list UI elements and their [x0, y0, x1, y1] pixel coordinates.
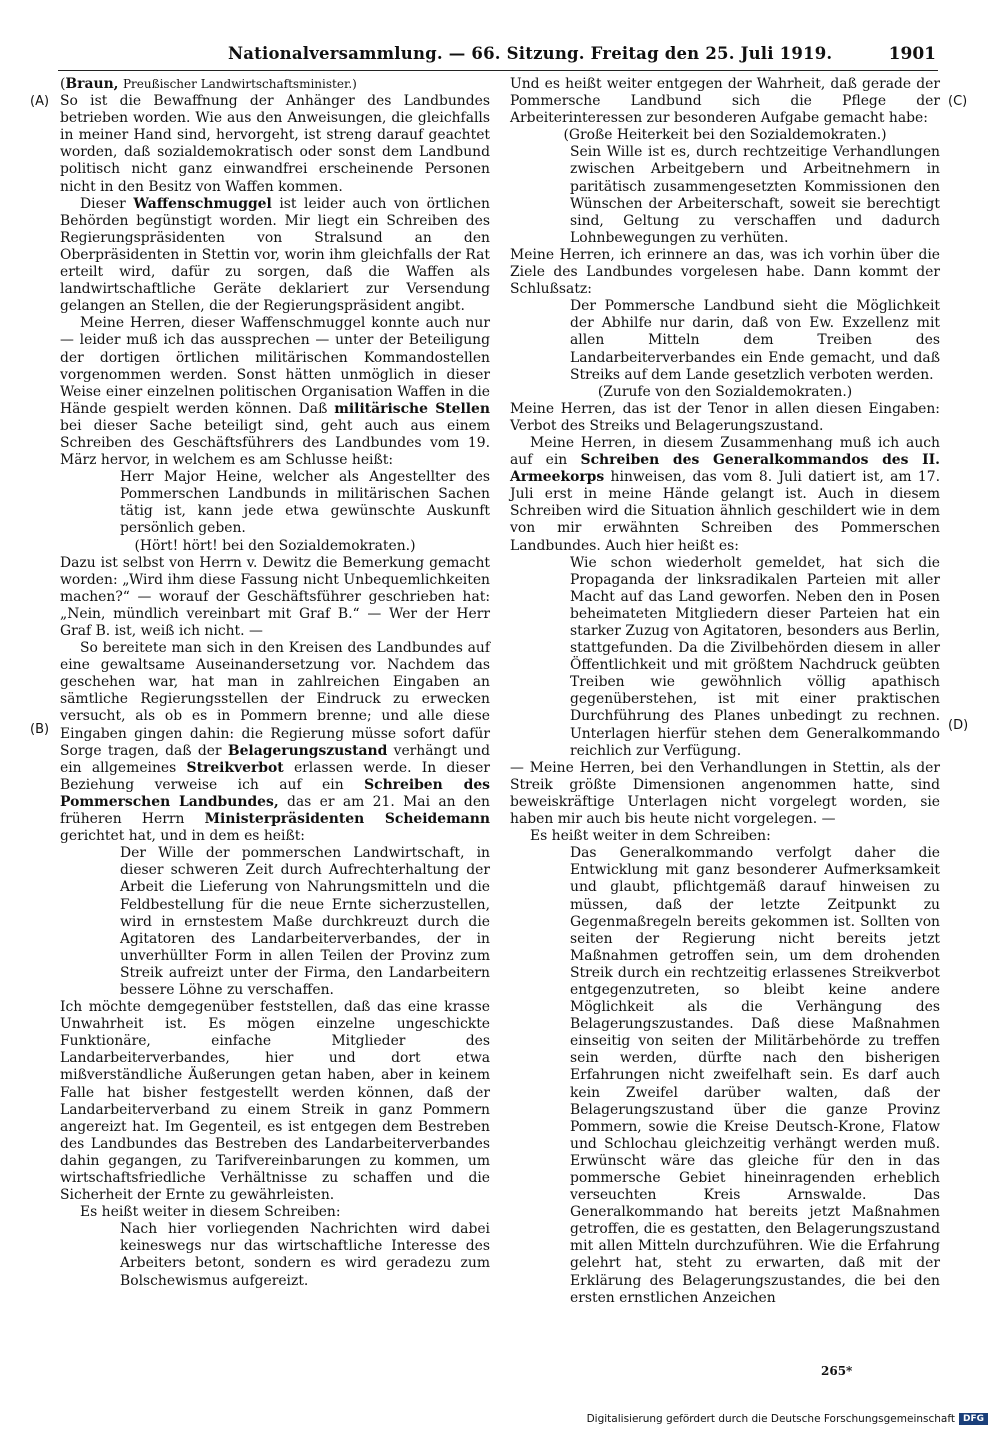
text-run: das er am 21. Mai an den früheren Herrn — [60, 793, 490, 828]
paragraph — [510, 435, 940, 555]
text-run: Meine Herren, in diesem Zusammenhang muß ich auch auf ein — [510, 434, 940, 469]
paragraph: Dazu ist selbst von Herrn v. Dewitz die Bemerkung gemacht worden: „Wird ihm diese Fassung nicht Unbequemlichkeiten machen?“ — worauf der Geschäftsführer geschrieben hat: „Nein, mündlich vereinbart mit Graf B.“ — Wer der Herr Graf B. ist, weiß ich nicht. — — [60, 554, 490, 639]
speaker-open: ( — [60, 76, 66, 92]
paragraph — [60, 196, 490, 316]
quotation: Herr Major Heine, welcher als Angestellter des Pommerschen Landbunds in militärischen Sachen tätig ist, kann jede etwa gewünschte Auskunft persönlich geben. — [120, 469, 490, 537]
margin-mark-b: (B) — [30, 722, 50, 737]
paragraph: So ist die Bewaffnung der Anhänger des Landbundes betrieben worden. Wie aus den Anweisungen, die gleichfalls in meiner Hand sind, hervorgeht, ist streng darauf geachtet worden, daß sozialdemokratisch oder sonst dem Landbund politisch nicht ganz einwandfrei erscheinende Personen nicht in den Besitz von Waffen kommen. — [60, 93, 490, 195]
emphasis-text: Belagerungszustand — [227, 742, 388, 759]
paragraph: Es heißt weiter in diesem Schreiben: — [80, 1204, 341, 1221]
quotation: Das Generalkommando verfolgt daher die Entwicklung mit ganz besonderer Aufmerksamkeit und glaubt, pflichtgemäß darauf hinweisen zu müssen, daß der letzte Zeitpunkt zu Gegenmaßregeln bereits gekommen ist. Sollten von seiten der Regierung nicht bereits jetzt Maßnahmen getroffen sein, um dem drohenden Streik durch ein rechtzeitig erlassenes Streikverbot entgegenzutreten, so bleibt keine andere Möglichkeit als die Verhängung des Belagerungszustandes. Daß diese Maßnahmen einseitig von seiten der Militärbehörde zu treffen sein werden, dürfte nach den bisherigen Erfahrungen nicht zweifelhaft sein. Es darf auch kein Zweifel darüber walten, daß der Belagerungszustand über die ganze Provinz Pommern, sowie die Kreise Deutsch-Krone, Flatow und Schlochau gleichzeitig verhängt werden muß. Erwünscht wäre das gleiche für den in das pommersche Gebiet hineinragenden erheblich verseuchten Kreis Arnswalde. Das Generalkommando hat bereits jetzt Maßnahmen getroffen, die es gestatten, den Belagerungszustand mit allen Mitteln durchzuführen. Wie die Erfahrung gelehrt hat, steht zu erwarten, daß mit der Erklärung des Belagerungszustandes, die bei den ersten ernstlichen Anzeichen — [570, 845, 940, 1306]
paragraph: Ich möchte demgegenüber feststellen, daß das eine krasse Unwahrheit ist. Es mögen einzelne ungeschickte Funktionäre, einfache Mitglieder des Landarbeiterverbandes, hier und dort etwa mißverständliche Äußerungen getan haben, aber in keinem Falle hat bisher festgestellt werden können, daß der Landarbeiterverband zu einem Streik in ganz Pommern angereizt hat. Im Gegenteil, es ist entgegen dem Bestreben des Landbundes das Bestreben des Landarbeiterverbandes dahin gegangen, zu Tarifvereinbarungen zu kommen, um wirtschaftsfriedliche Verhältnisse zu schaffen und die Sicherheit der Ernte zu gewährleisten. — [60, 999, 490, 1204]
running-title: Nationalversammlung. — 66. Sitzung. Freitag den 25. Juli 1919. — [228, 44, 833, 63]
speaker-line — [60, 76, 490, 93]
margin-mark-a: (A) — [30, 94, 50, 109]
page-header — [58, 40, 938, 71]
footer-credit: Digitalisierung gefördert durch die Deutsche Forschungsgemeinschaft — [586, 1413, 955, 1425]
emphasis-text: militärische Stellen — [334, 400, 490, 417]
paragraph — [60, 640, 490, 845]
paragraph — [60, 315, 490, 469]
text-run: Dieser — [80, 195, 134, 212]
text-run: Meine Herren, dieser Waffenschmuggel konnte auch nur — leider muß ich das aussprechen — unter der Beteiligung der dortigen örtlichen militärischen Kommandostellen vorgenommen werden. Sonst hätten unmöglich in dieser Weise einer einzelnen politischen Organisation Waffen in die Hände gespielt werden können. Daß — [60, 315, 490, 417]
emphasis-text: Schreiben des Generalkommandos des II. Armeekorps — [510, 452, 940, 486]
text-run: hinweisen, das vom 8. Juli datiert ist, am 17. Juli erst in meine Hände gelangt ist. Auch in diesem Schreiben wird die Situation ähnlich geschildert wie in dem von mir erwähnten Schreiben des Pommerschen Landbundes. Auch hier heißt es: — [510, 469, 940, 554]
quotation: Sein Wille ist es, durch rechtzeitige Verhandlungen zwischen Arbeitgebern und Arbeitnehmern in paritätisch zusammengesetzten Kommissionen den Wünschen der Arbeiterschaft, soweit sie berechtigt sind, Geltung zu verschaffen und dadurch Lohnbewegungen zu verhüten. — [570, 144, 940, 246]
emphasis-text: Schreiben des Pommerschen Landbundes, — [60, 776, 490, 810]
quotation: Der Wille der pommerschen Landwirtschaft, in dieser schweren Zeit durch Aufrechterhaltung der Arbeit die Lieferung von Nahrungsmitteln und die Feldbestellung für die neue Ernte sicherzustellen, wird in ernstestem Maße durchkreuzt durch die Agitatoren des Landarbeiterverbandes, der in unverhüllter Form in allen Teilen der Provinz zum Streik aufreizt unter der Firma, den Landarbeitern bessere Löhne zu verschaffen. — [120, 845, 490, 998]
text-run: ist leider auch von örtlichen Behörden begünstigt worden. Mir liegt ein Schreiben des Regierungspräsidenten von Stralsund an den Oberpräsidenten in Stettin vor, worin ihm gleichfalls der Rat erteilt wird, dafür zu sorgen, daß die Waffen als landwirtschaftliche Geräte deklariert zur Versendung gelangen an Stellen, die der Regierungspräsident angibt. — [60, 195, 490, 315]
text-run: bei dieser Sache beteiligt sind, geht auch aus einem Schreiben des Geschäftsführers des Landbundes vom 19. März hervor, in welchem es am Schlusse heißt: — [60, 417, 490, 469]
interjection: (Große Heiterkeit bei den Sozialdemokraten.) — [563, 127, 887, 144]
speaker-name: Braun, — [65, 76, 119, 92]
text-run: erlassen werde. In dieser Beziehung verweise ich auf ein — [60, 759, 490, 793]
right-column — [510, 76, 940, 1307]
page-number: 1901 — [888, 44, 936, 64]
signature-mark: 265* — [821, 1364, 853, 1378]
page-footer — [587, 1413, 988, 1425]
emphasis-text: Ministerpräsidenten Scheidemann — [204, 811, 490, 828]
quotation: Der Pommersche Landbund sieht die Möglichkeit der Abhilfe nur darin, daß von Ew. Exzellenz mit allen Mitteln dem Treiben des Landarbeiterverbandes ein Ende gemacht, und daß Streiks auf dem Lande gesetzlich verboten werden. — [570, 298, 940, 383]
emphasis-text: Streikverbot — [186, 759, 284, 776]
interjection: (Zurufe von den Sozialdemokraten.) — [597, 383, 853, 400]
paragraph: Und es heißt weiter entgegen der Wahrheit, daß gerade der Pommersche Landbund sich die Pflege der Arbeiterinteressen zur besonderen Aufgabe gemacht habe: — [510, 76, 940, 127]
paragraph: Es heißt weiter in dem Schreiben: — [530, 828, 771, 845]
quotation: Nach hier vorliegenden Nachrichten wird dabei keineswegs nur das wirtschaftliche Interesse des Arbeiters betont, sondern es wird geradezu zum Bolschewismus aufgereizt. — [120, 1221, 490, 1289]
paragraph: Meine Herren, das ist der Tenor in allen diesen Eingaben: Verbot des Streiks und Belagerungszustand. — [510, 400, 940, 434]
margin-mark-c: (C) — [948, 94, 968, 109]
speaker-role: Preußischer Landwirtschaftsminister.) — [122, 77, 357, 91]
margin-mark-d: (D) — [948, 718, 969, 733]
text-run: So bereitete man sich in den Kreisen des Landbundes auf eine gewaltsame Auseinandersetzung vor. Nachdem das geschehen war, hat man in zahlreichen Eingaben an sämtliche Regierungsstellen der Eindruck zu erwecken versucht, als ob es in Pommern brenne; und alle diese Eingaben gingen dahin: die Regierung müsse sofort dafür Sorge tragen, daß der — [60, 640, 490, 759]
paragraph: — Meine Herren, bei den Verhandlungen in Stettin, als der Streik größte Dimensionen angenommen hatte, sind beweiskräftige Unterlagen nicht vorgelegt worden, sie haben mir auch bis heute nicht vorgelegen. — — [510, 759, 940, 828]
dfg-logo: DFG — [959, 1413, 988, 1425]
paragraph: Meine Herren, ich erinnere an das, was ich vorhin über die Ziele des Landbundes vorgelesen habe. Dann kommt der Schlußsatz: — [510, 246, 940, 298]
text-run: verhängt und ein allgemeines — [60, 742, 490, 776]
interjection: (Hört! hört! bei den Sozialdemokraten.) — [134, 537, 416, 554]
quotation: Wie schon wiederholt gemeldet, hat sich die Propaganda der linksradikalen Parteien mit aller Macht auf das Land geworfen. Neben den in Posen beheimateten Mitgliedern dieser Parteien hat ein starker Zuzug von Agitatoren, besonders aus Berlin, stattgefunden. Da die Zivilbehörden diesem in aller Öffentlichkeit und mit größtem Nachdruck geübten Treiben wie gewöhnlich völlig apathisch gegenüberstehen, ist mit einer praktischen Durchführung des Planes unbedingt zu rechnen. Unterlagen hierfür stehen dem Generalkommando reichlich zur Verfügung. — [570, 554, 940, 759]
emphasis-text: Waffenschmuggel — [133, 195, 272, 212]
text-run: gerichtet hat, und in dem es heißt: — [60, 828, 305, 845]
left-column — [60, 76, 490, 1290]
